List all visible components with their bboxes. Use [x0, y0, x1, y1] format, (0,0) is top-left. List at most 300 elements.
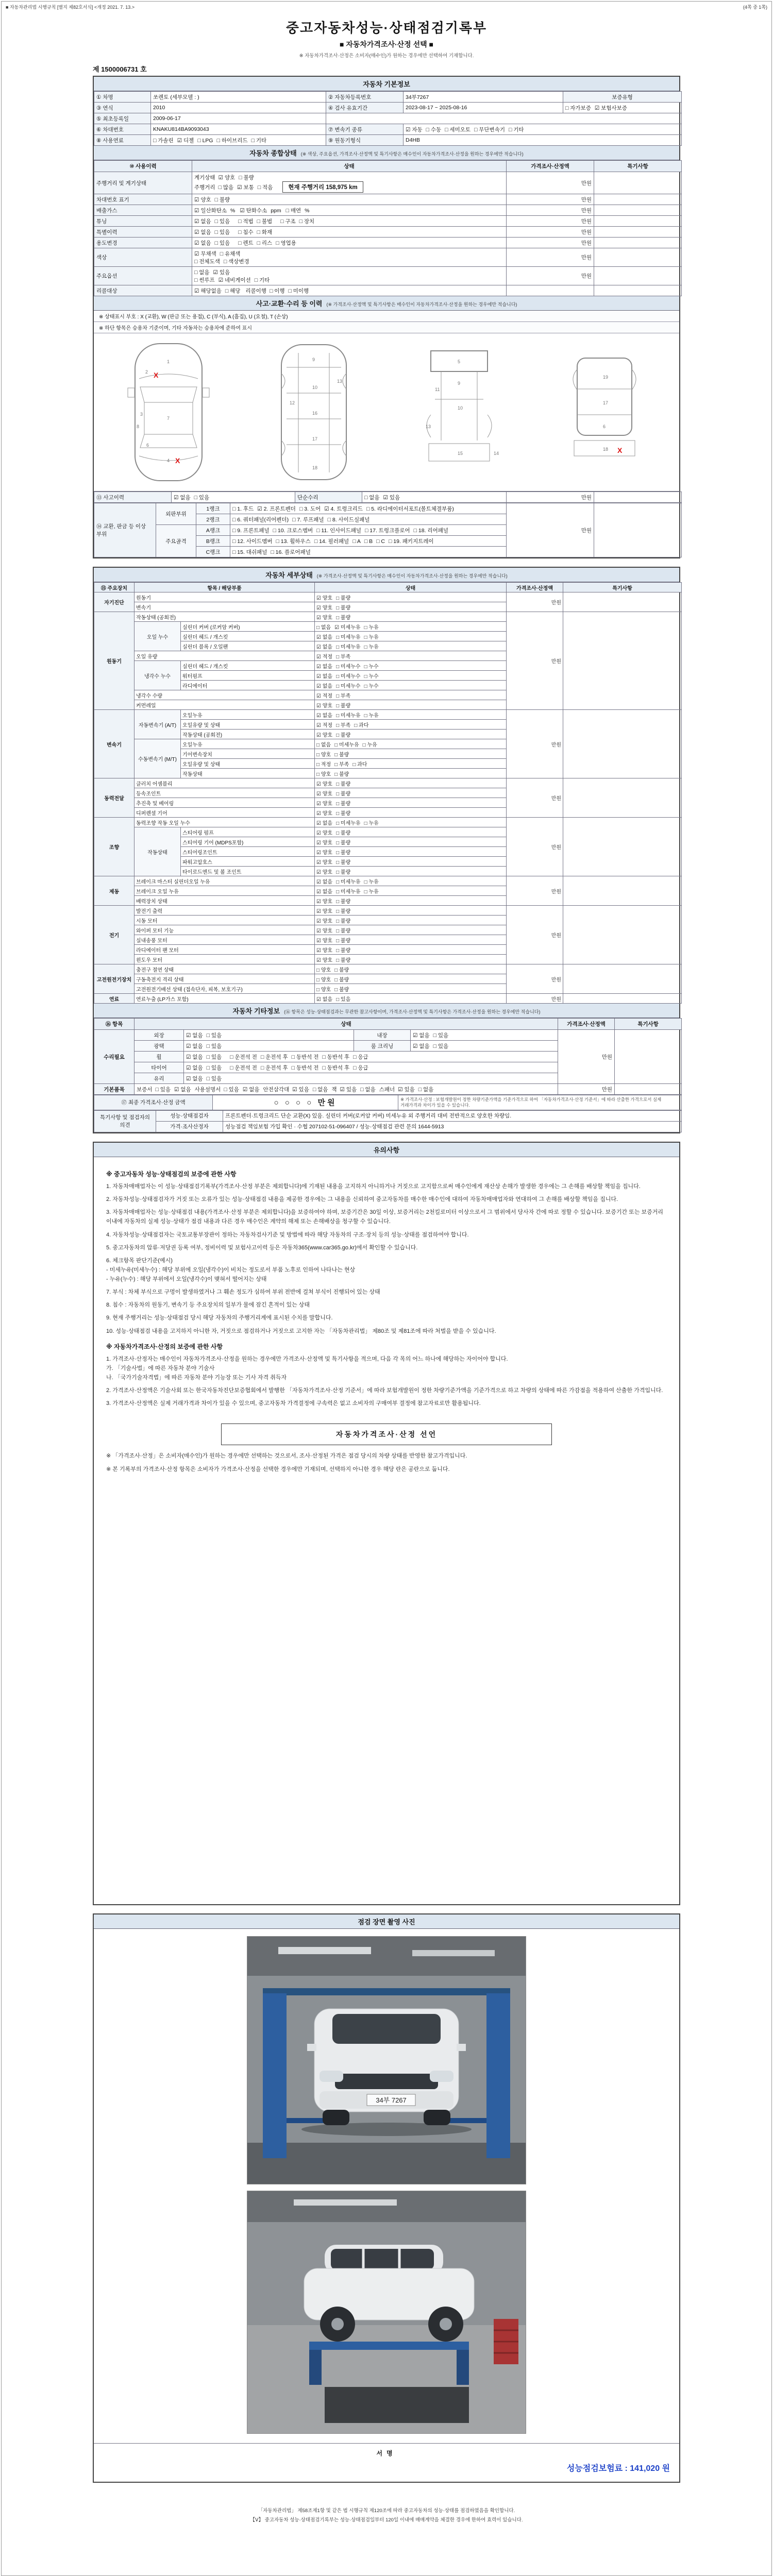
checkbox-unchecked[interactable]: □ 응급 [353, 1054, 368, 1060]
checkbox-checked[interactable]: ☑ 없음 [316, 889, 333, 895]
checkbox-unchecked[interactable]: □ 없음 [316, 624, 331, 631]
field-cell[interactable] [315, 827, 507, 837]
field-cell[interactable] [315, 720, 507, 730]
checkbox-unchecked[interactable]: □ 17. 트렁크플로어 [365, 527, 410, 534]
field-cell[interactable] [315, 602, 507, 612]
checkbox-unchecked[interactable]: □ 동반석 전 [291, 1054, 319, 1060]
checkbox-unchecked[interactable]: □ 누유 [364, 713, 379, 719]
field-cell[interactable] [315, 847, 507, 857]
checkbox-unchecked[interactable]: □ 미세누유 [336, 820, 361, 826]
checkbox-unchecked[interactable]: □ 미세누유 [336, 713, 361, 719]
field-cell[interactable] [230, 525, 507, 536]
field-cell[interactable] [315, 681, 507, 690]
checkbox-unchecked[interactable]: □ 과다 [352, 761, 367, 768]
field-cell[interactable] [315, 710, 507, 720]
svg-text:16: 16 [312, 411, 318, 416]
checkbox-unchecked[interactable]: □ 운전석 후 [260, 1064, 288, 1071]
field-cell[interactable] [315, 651, 507, 661]
field-cell[interactable] [192, 205, 507, 216]
checkbox-checked[interactable]: ☑ 없음 [316, 664, 333, 670]
checkbox-checked[interactable]: ☑ 미세누유 [334, 624, 361, 631]
checkbox-checked[interactable]: ☑ 없음 [174, 1086, 191, 1093]
checkbox-checked[interactable]: ☑ 자동 [406, 126, 423, 133]
label: 계기상태 [194, 174, 215, 181]
checkbox-checked[interactable]: ☑ 2. 프론트펜더 [257, 505, 296, 512]
checkbox-unchecked[interactable]: □ 불량 [336, 947, 351, 954]
checkbox-unchecked[interactable]: □ 불량 [334, 967, 349, 973]
checkbox-unchecked[interactable]: □ 누유 [364, 634, 379, 640]
checkbox-unchecked[interactable]: □ 수동 [426, 126, 442, 133]
checkbox-unchecked[interactable]: □ 구조 [280, 218, 296, 225]
field-cell[interactable] [151, 135, 326, 146]
field-cell[interactable] [192, 194, 507, 205]
table-row [94, 964, 682, 974]
checkbox-checked[interactable]: ☑ 양호 [316, 869, 333, 875]
notice-item: 3. 가격조사·산정액은 실제 거래가격과 차이가 있을 수 있으며, 중고자동차 가격결정에 구속력은 없고 소비자의 구매여부 결정에 참고자료로만 활용됩니다. [106, 1400, 481, 1407]
text-cell [563, 612, 682, 710]
text-cell: 쏘렌토 (세부모델 : ) [151, 92, 326, 103]
checkbox-unchecked[interactable]: □ 불량 [239, 174, 254, 181]
checkbox-checked[interactable]: ☑ 양호 [316, 781, 333, 787]
checkbox-unchecked[interactable]: □ 운전석 전 [230, 1054, 257, 1060]
checkbox-unchecked[interactable]: □ 18. 리어패널 [413, 527, 449, 534]
checkbox-unchecked[interactable]: □ 11. 인사이드패널 [316, 527, 362, 534]
field-cell[interactable] [192, 248, 507, 267]
checkbox-unchecked[interactable]: □ 누유 [364, 624, 379, 631]
field-cell[interactable] [315, 886, 507, 896]
checkbox-unchecked[interactable]: □ 불량 [336, 850, 351, 856]
checkbox-checked[interactable]: ☑ 탄화수소 [240, 207, 267, 214]
svg-text:2: 2 [145, 369, 148, 375]
car-diagram-underbody-view [249, 337, 378, 487]
checkbox-unchecked[interactable]: □ 기타 [251, 137, 267, 144]
checkbox-unchecked[interactable]: □ 운전석 전 [230, 1064, 257, 1071]
checkbox-unchecked[interactable]: □ 불량 [336, 957, 351, 963]
checkbox-unchecked[interactable]: □ 적정 [316, 761, 331, 768]
text-cell [563, 994, 682, 1004]
text-cell: ⑨ 원동기형식 [326, 135, 404, 146]
checkbox-checked[interactable]: ☑ 없음 [194, 218, 211, 225]
field-cell[interactable] [315, 592, 507, 602]
checkbox-checked[interactable]: ☑ 없음 [316, 634, 333, 640]
checkbox-checked[interactable]: ☑ 없음 [186, 1043, 203, 1049]
checkbox-checked[interactable]: ☑ 보험사보증 [594, 105, 627, 111]
checkbox-unchecked[interactable]: □ 있음 [206, 1032, 222, 1039]
checkbox-unchecked[interactable]: □ LPG [197, 137, 213, 144]
checkbox-unchecked[interactable]: □ 누수 [364, 683, 379, 689]
checkbox-unchecked[interactable]: □ 없음 [194, 269, 210, 276]
text-cell [563, 592, 682, 612]
text-cell: 윈도우 모터 [135, 955, 315, 964]
checkbox-unchecked[interactable]: □ 전체도색 [194, 258, 220, 265]
field-cell[interactable] [230, 514, 507, 525]
field-cell[interactable] [563, 103, 682, 113]
checkbox-unchecked[interactable]: □ 누유 [364, 879, 379, 885]
checkbox-unchecked[interactable]: □ 있음 [336, 996, 351, 1003]
checkbox-unchecked[interactable]: □ 있음 [433, 1043, 449, 1049]
lift-post-left [263, 1993, 287, 2158]
checkbox-unchecked[interactable]: □ 10. 크로스멤버 [273, 527, 313, 534]
checkbox-unchecked[interactable]: □ 불량 [336, 859, 351, 866]
checkbox-checked[interactable]: ☑ 양호 [316, 899, 333, 905]
checkbox-checked[interactable]: ☑ 없음 [316, 683, 333, 689]
checkbox-checked[interactable]: ☑ 있음 [398, 1086, 415, 1093]
text-cell: 스티어링 펌프 [181, 827, 315, 837]
checkbox-checked[interactable]: ☑ 양호 [316, 615, 333, 621]
checkbox-unchecked[interactable]: □ 있음 [194, 494, 210, 501]
checkbox-unchecked[interactable]: □ 부족 [336, 654, 351, 660]
checkbox-checked[interactable]: ☑ 양호 [316, 928, 333, 934]
checkbox-unchecked[interactable]: □ 미이행 [288, 287, 309, 294]
checkbox-unchecked[interactable]: □ 화재 [257, 229, 273, 235]
field-cell[interactable] [172, 492, 295, 503]
checkbox-unchecked[interactable]: □ 불량 [334, 987, 349, 993]
checkbox-unchecked[interactable]: □ 많음 [218, 184, 234, 191]
checkbox-checked[interactable]: ☑ 무채색 [194, 250, 216, 257]
field-cell[interactable] [315, 964, 507, 974]
checkbox-checked[interactable]: ☑ 있음 [213, 269, 230, 276]
checkbox-unchecked[interactable]: □ 응급 [353, 1064, 368, 1071]
checkbox-unchecked[interactable]: □ 가솔린 [153, 137, 174, 144]
checkbox-checked[interactable]: ☑ 양호 [316, 840, 333, 846]
checkbox-unchecked[interactable]: □ 적음 [257, 184, 273, 191]
field-cell[interactable] [135, 1084, 558, 1095]
checkbox-unchecked[interactable]: □ 누유 [364, 644, 379, 650]
field-cell[interactable] [315, 808, 507, 818]
checkbox-checked[interactable]: ☑ 양호 [316, 791, 333, 797]
field-cell[interactable] [315, 700, 507, 710]
checkbox-unchecked[interactable]: □ 미세누유 [336, 879, 361, 885]
checkbox-unchecked[interactable]: □ 9. 프론트패널 [232, 527, 270, 534]
checkbox-checked[interactable]: ☑ 없음 [186, 1032, 203, 1039]
checkbox-unchecked[interactable]: □ 누수 [364, 664, 379, 670]
checkbox-checked[interactable]: ☑ 양호 [316, 830, 333, 836]
checkbox-checked[interactable]: ☑ 양호 [218, 174, 236, 181]
signature-row [94, 2443, 679, 2482]
svg-text:9: 9 [458, 381, 461, 386]
field-cell[interactable] [315, 690, 507, 700]
checkbox-unchecked[interactable]: □ 매연 [285, 207, 301, 214]
checkbox-checked[interactable]: ☑ 양호 [316, 810, 333, 817]
checkbox-unchecked[interactable]: □ 불량 [336, 908, 351, 914]
text-cell: 오일 누수 [135, 622, 181, 651]
checkbox-unchecked[interactable]: □ 5. 라디에이터서포트(볼트체결부품) [366, 505, 454, 512]
field-cell[interactable] [315, 925, 507, 935]
checkbox-unchecked[interactable]: □ 썬루프 [194, 277, 215, 283]
checkbox-unchecked[interactable]: □ 영업용 [276, 240, 296, 246]
checkbox-unchecked[interactable]: □ 부족 [334, 761, 349, 768]
checkbox-unchecked[interactable]: □ 동반석 후 [322, 1064, 350, 1071]
field-cell[interactable] [404, 124, 682, 135]
checkbox-checked[interactable]: ☑ 없음 [174, 494, 191, 501]
field-cell[interactable] [192, 285, 507, 296]
field-cell[interactable] [315, 798, 507, 808]
field-cell[interactable] [230, 547, 507, 557]
checkbox-unchecked[interactable]: □ 유채색 [220, 250, 241, 257]
field-cell[interactable] [315, 612, 507, 622]
checkbox-unchecked[interactable]: □ 부족 [336, 693, 351, 699]
field-cell[interactable] [315, 788, 507, 798]
checkbox-checked[interactable]: ☑ 4. 트렁크리드 [324, 505, 363, 512]
checkbox-unchecked[interactable]: □ 불량 [336, 703, 351, 709]
field-cell[interactable] [315, 749, 507, 759]
field-cell[interactable] [315, 867, 507, 876]
field-cell[interactable] [184, 1052, 558, 1062]
damage-mark-front-fender: X [154, 371, 159, 379]
checkbox-unchecked[interactable]: □ 장치 [299, 218, 315, 225]
checkbox-unchecked[interactable]: □ 양호 [316, 987, 331, 993]
field-cell[interactable] [315, 896, 507, 906]
checkbox-unchecked[interactable]: □ 있음 [214, 218, 230, 225]
field-cell[interactable] [315, 769, 507, 778]
checkbox-unchecked[interactable]: □ 불량 [336, 615, 351, 621]
checkbox-unchecked[interactable]: □ 불량 [334, 752, 349, 758]
checkbox-checked[interactable]: ☑ 양호 [316, 859, 333, 866]
checkbox-unchecked[interactable]: □ 양호 [316, 771, 331, 777]
field-cell[interactable] [315, 857, 507, 867]
checkbox-checked[interactable]: ☑ 일산화탄소 [194, 207, 227, 214]
checkbox-unchecked[interactable]: □ 13. 휠하우스 [276, 538, 311, 545]
checkbox-checked[interactable]: ☑ 없음 [242, 1086, 260, 1093]
checkbox-unchecked[interactable]: □ 있음 [155, 1086, 171, 1093]
checkbox-unchecked[interactable]: □ 미세누유 [336, 634, 361, 640]
checkbox-checked[interactable]: ☑ 양호 [316, 957, 333, 963]
checkbox-unchecked[interactable]: □ 누유 [362, 742, 377, 748]
checkbox-unchecked[interactable]: □ 기타 [254, 277, 270, 283]
checkbox-unchecked[interactable]: □ 불량 [214, 196, 230, 203]
checkbox-unchecked[interactable]: □ 미세누수 [336, 673, 361, 680]
checkbox-unchecked[interactable]: □ 있음 [433, 1032, 449, 1039]
checkbox-unchecked[interactable]: □ 15. 대쉬패널 [232, 549, 267, 555]
checkbox-checked[interactable]: ☑ 없음 [186, 1054, 203, 1060]
checkbox-unchecked[interactable]: □ 14. 필러패널 [314, 538, 349, 545]
field-cell[interactable] [315, 906, 507, 916]
text-cell: ⑬ 사고이력 [94, 492, 172, 503]
field-cell[interactable] [315, 837, 507, 847]
checkbox-checked[interactable]: ☑ 있음 [340, 1086, 357, 1093]
checkbox-checked[interactable]: ☑ 양호 [316, 595, 333, 601]
field-cell[interactable] [315, 730, 507, 739]
checkbox-checked[interactable]: ☑ 보통 [237, 184, 254, 191]
checkbox-unchecked[interactable]: □ 하이브리드 [216, 137, 248, 144]
checkbox-unchecked[interactable]: □ 불량 [336, 938, 351, 944]
field-cell[interactable] [315, 632, 507, 641]
checkbox-unchecked[interactable]: □ 불량 [336, 928, 351, 934]
checkbox-unchecked[interactable]: □ 색상변경 [223, 258, 249, 265]
checkbox-checked[interactable]: ☑ 없음 [413, 1043, 430, 1049]
field-cell[interactable] [192, 172, 507, 194]
checkbox-unchecked[interactable]: □ 불량 [336, 605, 351, 611]
checkbox-unchecked[interactable]: □ 불량 [336, 732, 351, 738]
checkbox-checked[interactable]: ☑ 적정 [316, 654, 333, 660]
text-cell: 브레이크 마스터 실린더오일 누유 [135, 876, 315, 886]
checkbox-unchecked[interactable]: □ 3. 도어 [299, 505, 321, 512]
checkbox-checked[interactable]: ☑ 없음 [316, 820, 333, 826]
checkbox-checked[interactable]: ☑ 있음 [383, 494, 400, 501]
checkbox-checked[interactable]: ☑ 양호 [316, 605, 333, 611]
field-cell[interactable] [315, 661, 507, 671]
checkbox-unchecked[interactable]: □ 불량 [334, 977, 349, 983]
checkbox-checked[interactable]: ☑ 네비게이션 [218, 277, 251, 283]
field-cell[interactable] [315, 994, 507, 1004]
checkbox-unchecked[interactable]: □ 불량 [336, 899, 351, 905]
checkbox-unchecked[interactable]: □ 불량 [334, 771, 349, 777]
checkbox-unchecked[interactable]: □ 6. 쿼터패널(리어펜더) [232, 516, 289, 523]
checkbox-unchecked[interactable]: □ 불량 [336, 918, 351, 924]
field-cell[interactable] [315, 916, 507, 925]
field-cell[interactable] [315, 974, 507, 984]
checkbox-unchecked[interactable]: □ 있음 [206, 1054, 222, 1060]
checkbox-unchecked[interactable]: □ 자가보증 [565, 105, 591, 111]
checkbox-unchecked[interactable]: □ 리스 [257, 240, 273, 246]
checkbox-unchecked[interactable]: □ 1. 후드 [232, 505, 254, 512]
page-footer [93, 2506, 680, 2532]
checkbox-unchecked[interactable]: □ 부족 [336, 722, 351, 728]
checkbox-unchecked[interactable]: □ 해당 [225, 287, 241, 294]
checkbox-unchecked[interactable]: □ 세미오토 [445, 126, 471, 133]
checkbox-unchecked[interactable]: □ 미세누유 [336, 889, 361, 895]
checkbox-unchecked[interactable]: □ 12. 사이드멤버 [232, 538, 273, 545]
checkbox-unchecked[interactable]: □ 불량 [336, 595, 351, 601]
checkbox-checked[interactable]: ☑ 적정 [316, 722, 333, 728]
field-cell[interactable] [230, 536, 507, 547]
checkbox-checked[interactable]: ☑ 없음 [316, 713, 333, 719]
checkbox-checked[interactable]: ☑ 없음 [316, 879, 333, 885]
checkbox-unchecked[interactable]: □ 불량 [336, 830, 351, 836]
checkbox-checked[interactable]: ☑ 없음 [316, 644, 333, 650]
field-cell[interactable] [315, 759, 507, 769]
checkbox-unchecked[interactable]: □ 양호 [316, 967, 331, 973]
checkbox-checked[interactable]: ☑ 없음 [194, 229, 211, 235]
checkbox-unchecked[interactable]: □ C [376, 538, 385, 545]
checkbox-unchecked[interactable]: □ 운전석 후 [260, 1054, 288, 1060]
checkbox-checked[interactable]: ☑ 해당없음 [194, 287, 222, 294]
checkbox-checked[interactable]: ☑ 양호 [316, 947, 333, 954]
checkbox-unchecked[interactable]: □ 없음 [364, 494, 380, 501]
field-cell[interactable] [315, 671, 507, 681]
checkbox-unchecked[interactable]: □ 불량 [336, 840, 351, 846]
field-cell[interactable] [315, 945, 507, 955]
checkbox-unchecked[interactable]: □ 동반석 전 [291, 1064, 319, 1071]
field-cell[interactable] [315, 935, 507, 945]
checkbox-unchecked[interactable]: □ 있음 [214, 229, 230, 235]
field-cell[interactable] [192, 216, 507, 227]
checkbox-unchecked[interactable]: □ 불량 [336, 781, 351, 787]
checkbox-unchecked[interactable]: □ 7. 루프패널 [292, 516, 324, 523]
checkbox-unchecked[interactable]: □ 불법 [257, 218, 273, 225]
checkbox-unchecked[interactable]: □ 미세누유 [334, 742, 359, 748]
field-cell[interactable] [315, 739, 507, 749]
text-cell [594, 503, 682, 557]
field-cell[interactable] [315, 955, 507, 964]
checkbox-unchecked[interactable]: □ 미세누수 [336, 664, 361, 670]
checkbox-checked[interactable]: ☑ 양호 [316, 850, 333, 856]
field-cell[interactable] [411, 1041, 558, 1052]
checkbox-unchecked[interactable]: □ 있음 [206, 1043, 222, 1049]
checkbox-checked[interactable]: ☑ 없음 [316, 996, 333, 1003]
checkbox-unchecked[interactable]: □ 없음 [316, 742, 331, 748]
checkbox-unchecked[interactable]: □ 불량 [336, 791, 351, 797]
field-cell[interactable] [411, 1030, 558, 1041]
checkbox-checked[interactable]: ☑ 양호 [316, 703, 333, 709]
field-cell[interactable] [184, 1030, 354, 1041]
checkbox-checked[interactable]: ☑ 양호 [316, 918, 333, 924]
checkbox-checked[interactable]: ☑ 디젤 [177, 137, 194, 144]
checkbox-unchecked[interactable]: □ 불량 [336, 869, 351, 875]
checkbox-unchecked[interactable]: □ 누유 [364, 820, 379, 826]
checkbox-unchecked[interactable]: □ 무단변속기 [474, 126, 505, 133]
checkbox-checked[interactable]: ☑ 양호 [316, 801, 333, 807]
field-cell[interactable] [315, 778, 507, 788]
checkbox-checked[interactable]: ☑ 없음 [186, 1075, 203, 1082]
field-cell[interactable] [315, 876, 507, 886]
checkbox-unchecked[interactable]: □ 없음 [312, 1086, 328, 1093]
checkbox-unchecked[interactable]: □ 동반석 후 [322, 1054, 350, 1060]
checkbox-checked[interactable]: ☑ 없음 [194, 240, 211, 246]
checkbox-checked[interactable]: ☑ 없음 [186, 1064, 203, 1071]
field-cell[interactable] [192, 238, 507, 248]
checkbox-unchecked[interactable]: □ 미세누유 [336, 644, 361, 650]
checkbox-checked[interactable]: ☑ 적정 [316, 693, 333, 699]
field-cell[interactable] [362, 492, 507, 503]
checkbox-checked[interactable]: ☑ 양호 [194, 196, 211, 203]
checkbox-unchecked[interactable]: □ 있음 [206, 1064, 222, 1071]
text-cell: 휠 [135, 1052, 184, 1062]
checkbox-unchecked[interactable]: □ 과다 [354, 722, 369, 728]
field-cell[interactable] [192, 267, 507, 285]
checkbox-unchecked[interactable]: □ 이행 [269, 287, 285, 294]
checkbox-unchecked[interactable]: □ 적법 [238, 218, 254, 225]
field-cell[interactable] [315, 984, 507, 994]
field-cell[interactable] [192, 227, 507, 238]
checkbox-unchecked[interactable]: □ 누유 [364, 889, 379, 895]
checkbox-unchecked[interactable]: □ 있음 [214, 240, 230, 246]
checkbox-checked[interactable]: ☑ 양호 [316, 908, 333, 914]
checkbox-unchecked[interactable]: □ 미세누수 [336, 683, 361, 689]
checkbox-checked[interactable]: ☑ 없음 [413, 1032, 430, 1039]
checkbox-checked[interactable]: ☑ 양호 [316, 938, 333, 944]
checkbox-unchecked[interactable]: □ 19. 패키지트레이 [389, 538, 434, 545]
checkbox-unchecked[interactable]: □ 8. 사이드실패널 [327, 516, 370, 523]
checkbox-unchecked[interactable]: □ 없음 [360, 1086, 376, 1093]
field-cell[interactable] [184, 1062, 558, 1073]
checkbox-unchecked[interactable]: □ 침수 [238, 229, 254, 235]
checkbox-unchecked[interactable]: □ 양호 [316, 752, 331, 758]
checkbox-unchecked[interactable]: □ 16. 플로어패널 [271, 549, 311, 555]
field-cell[interactable] [184, 1041, 354, 1052]
checkbox-unchecked[interactable]: □ 없음 [418, 1086, 434, 1093]
text-cell: 가격조사·산정액 [507, 161, 594, 172]
checkbox-checked[interactable]: ☑ 있음 [292, 1086, 309, 1093]
checkbox-unchecked[interactable]: □ 불량 [336, 801, 351, 807]
field-cell[interactable] [230, 503, 507, 514]
field-cell[interactable] [184, 1073, 558, 1084]
field-cell[interactable] [315, 622, 507, 632]
checkbox-checked[interactable]: ☑ 양호 [316, 732, 333, 738]
checkbox-unchecked[interactable]: □ 양호 [316, 977, 331, 983]
checkbox-unchecked[interactable]: □ 불량 [336, 810, 351, 817]
checkbox-unchecked[interactable]: □ B [364, 538, 373, 545]
checkbox-unchecked[interactable]: □ 있음 [224, 1086, 239, 1093]
checkbox-unchecked[interactable]: □ 있음 [206, 1075, 222, 1082]
field-cell[interactable] [315, 641, 507, 651]
field-cell[interactable] [315, 818, 507, 827]
checkbox-unchecked[interactable]: □ 기타 [509, 126, 524, 133]
checkbox-unchecked[interactable]: □ 누수 [364, 673, 379, 680]
checkbox-unchecked[interactable]: □ A [352, 538, 361, 545]
checkbox-unchecked[interactable]: □ 렌트 [238, 240, 254, 246]
checkbox-checked[interactable]: ☑ 없음 [316, 673, 333, 680]
